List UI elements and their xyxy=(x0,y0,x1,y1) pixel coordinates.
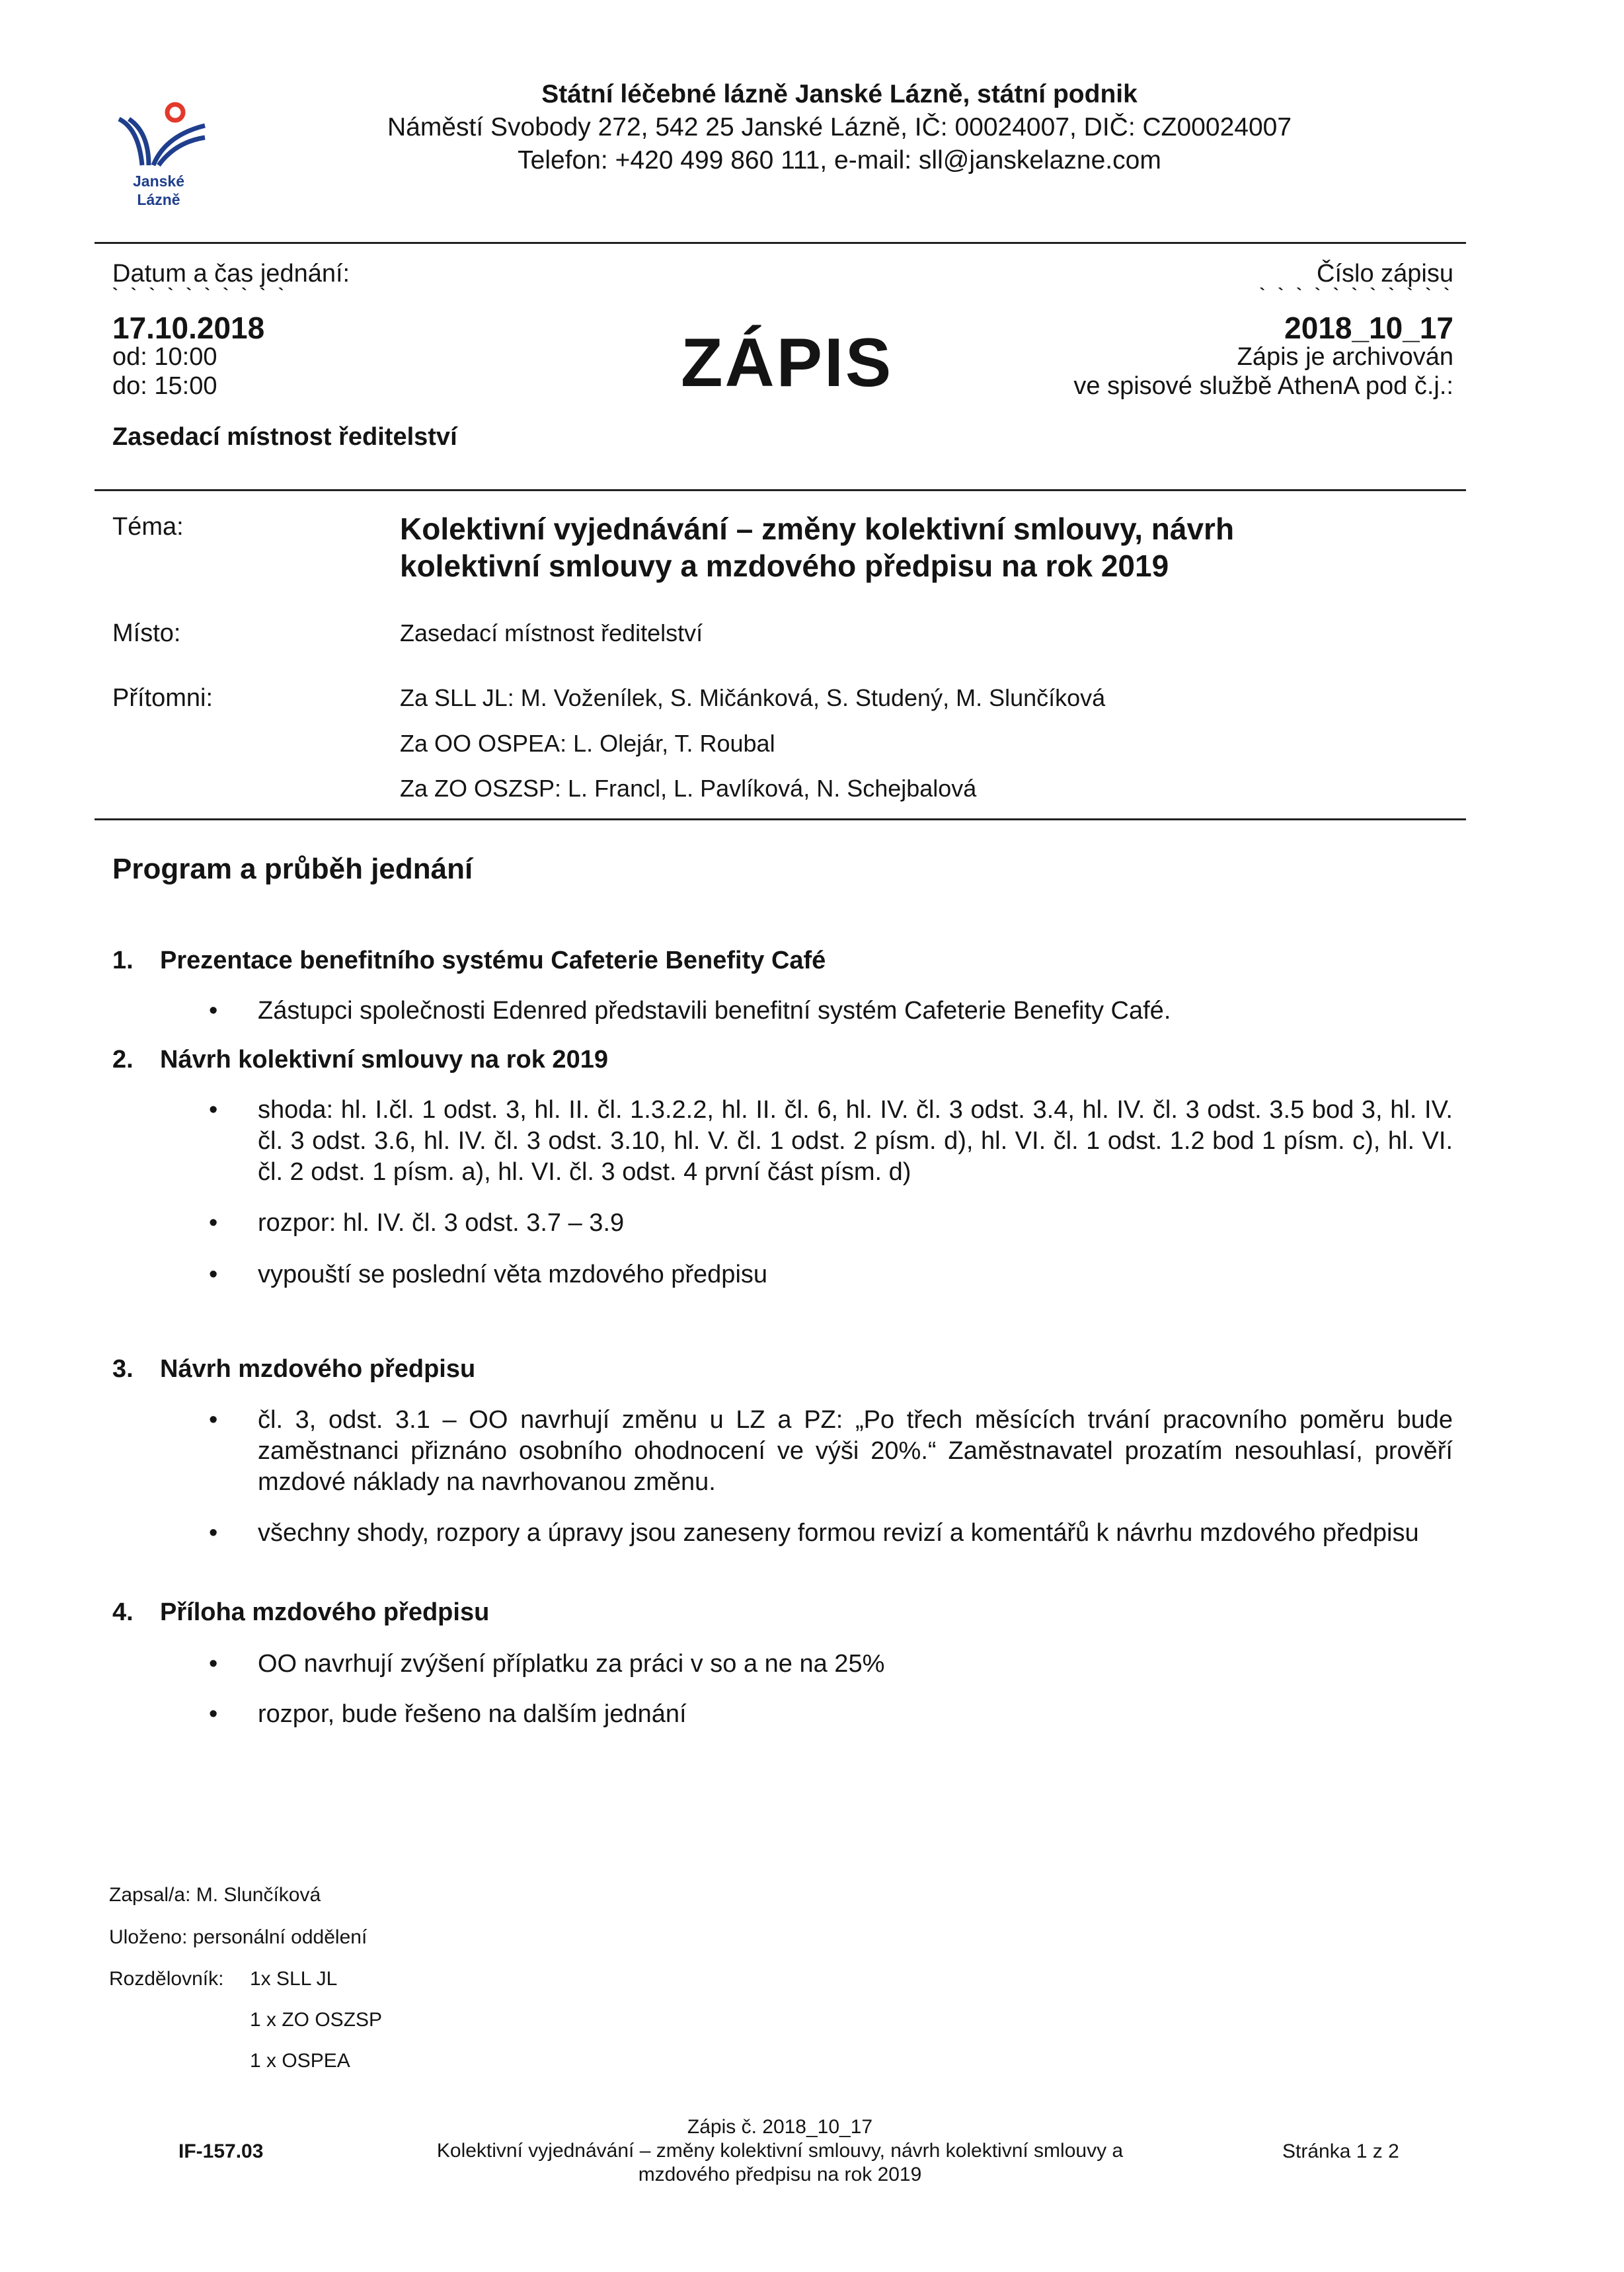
footer-document-info xyxy=(370,2115,1190,2187)
attendees-label: Přítomni: xyxy=(112,684,213,712)
logo-mark-icon xyxy=(112,99,212,172)
item-number: 2. xyxy=(112,1046,134,1074)
attendees-sll: Za SLL JL: M. Voženílek, S. Mičánková, S. Studený, M. Slunčíková xyxy=(400,684,1106,711)
attendees-oszsp: Za ZO OSZSP: L. Francl, L. Pavlíková, N. Schejbalová xyxy=(400,775,977,802)
meeting-date: 17.10.2018 xyxy=(112,311,265,345)
topic-line: kolektivní smlouvy a mzdového předpisu na rok 2019 xyxy=(400,549,1169,583)
bullet-icon: • xyxy=(209,1700,218,1728)
archive-note-1: Zápis je archivován xyxy=(1237,343,1453,371)
document-title: ZÁPIS xyxy=(681,325,894,401)
organization-name: Státní léčebné lázně Janské Lázně, státní podnik xyxy=(541,80,1138,108)
topic-line: Kolektivní vyjednávání – změny kolektivní smlouvy, návrh xyxy=(400,512,1235,546)
item-title: Příloha mzdového předpisu xyxy=(160,1598,490,1626)
page-number: Stránka 1 z 2 xyxy=(1282,2140,1399,2162)
place-label: Místo: xyxy=(112,619,181,647)
item-title: Návrh kolektivní smlouvy na rok 2019 xyxy=(160,1046,608,1074)
record-number: 2018_10_17 xyxy=(1284,311,1453,345)
recorded-by: Zapsal/a: M. Slunčíková xyxy=(109,1884,321,1906)
record-number-label: Číslo zápisu xyxy=(1317,260,1453,288)
program-item-heading xyxy=(112,947,826,975)
program-item-heading xyxy=(112,1046,608,1074)
bullet-icon: • xyxy=(209,1406,218,1434)
footer-doc-number: Zápis č. 2018_10_17 xyxy=(687,2116,873,2138)
organization-contact: Telefon: +420 499 860 111, e-mail: sll@janskelazne.com xyxy=(518,146,1161,175)
logo-text: Janské Lázně xyxy=(132,173,184,208)
program-title: Program a průběh jednání xyxy=(112,853,473,885)
meeting-end: do: 15:00 xyxy=(112,372,217,400)
topic xyxy=(400,510,1391,584)
bullet-icon: • xyxy=(209,1209,218,1237)
attendees-ospea: Za OO OSPEA: L. Olejár, T. Roubal xyxy=(400,730,775,757)
meeting-start: od: 10:00 xyxy=(112,343,217,371)
form-code: IF-157.03 xyxy=(178,2140,264,2162)
dotted-separator: ` ` ` ` ` ` ` ` ` ` ` xyxy=(1259,284,1453,304)
dotted-separator: ` ` ` ` ` ` ` ` ` ` xyxy=(112,284,288,304)
footer-doc-title: mzdového předpisu na rok 2019 xyxy=(638,2164,922,2185)
meeting-room: Zasedací místnost ředitelství xyxy=(112,423,457,451)
item-number: 1. xyxy=(112,947,134,974)
item-title: Prezentace benefitního systému Cafeterie Benefity Café xyxy=(160,947,826,974)
list-item: • OO navrhují zvýšení příplatku za práci v so a ne na 25% xyxy=(210,1649,1453,1680)
company-logo xyxy=(112,99,212,218)
distribution-item: 1 x OSPEA xyxy=(250,2050,350,2072)
distribution-item: 1 x ZO OSZSP xyxy=(250,2009,383,2031)
program-item-heading xyxy=(112,1355,475,1384)
header-divider xyxy=(95,242,1466,244)
bullet-icon: • xyxy=(209,1096,218,1124)
bullet-icon: • xyxy=(209,1519,218,1547)
bullet-icon: • xyxy=(209,1650,218,1678)
list-item: • rozpor, bude řešeno na dalším jednání xyxy=(210,1699,1453,1730)
record-number-block xyxy=(1073,259,1453,401)
list-item: • rozpor: hl. IV. čl. 3 odst. 3.7 – 3.9 xyxy=(210,1208,1453,1239)
item-number: 3. xyxy=(112,1355,134,1383)
organization-address: Náměstí Svobody 272, 542 25 Janské Lázně, IČ: 00024007, DIČ: CZ00024007 xyxy=(387,113,1292,141)
item-number: 4. xyxy=(112,1598,134,1626)
topic-label: Téma: xyxy=(112,513,184,541)
list-item: • všechny shody, rozpory a úpravy jsou zaneseny formou revizí a komentářů k návrhu mzdového předpisu xyxy=(210,1518,1453,1549)
list-item: • Zástupci společnosti Edenred představili benefitní systém Cafeterie Benefity Café. xyxy=(210,996,1453,1027)
details-divider xyxy=(95,818,1466,820)
item-title: Návrh mzdového předpisu xyxy=(160,1355,476,1383)
list-item: • shoda: hl. I.čl. 1 odst. 3, hl. II. čl. 1.3.2.2, hl. II. čl. 6, hl. IV. čl. 3 odst. 3.4, hl. IV. čl. 3 odst. 3.5 bod 3, hl. IV. čl. 3 odst. 3.6, hl. IV. čl. 3 odst. 3.10, hl. V. čl. 1 odst. 2 písm. d), hl. VI. čl. 1 odst. 1.2 bod 1 písm. c), hl. VI. čl. 2 odst. 1 písm. a), hl. VI. čl. 3 odst. 4 první část písm. d) xyxy=(209,1096,1453,1186)
organization-header xyxy=(251,78,1428,177)
bullet-icon: • xyxy=(209,1261,218,1288)
meeting-datetime xyxy=(112,259,350,401)
archive-note-2: ve spisové službě AthenA pod č.j.: xyxy=(1073,372,1453,400)
meta-divider xyxy=(95,489,1466,491)
footer-doc-title: Kolektivní vyjednávání – změny kolektivní smlouvy, návrh kolektivní smlouvy a xyxy=(436,2140,1124,2162)
distribution-item: 1x SLL JL xyxy=(250,1968,338,1990)
stored-at: Uloženo: personální oddělení xyxy=(109,1926,367,1948)
date-label: Datum a čas jednání: xyxy=(112,260,350,288)
list-item: • vypouští se poslední věta mzdového předpisu xyxy=(210,1259,1453,1290)
list-item: • čl. 3, odst. 3.1 – OO navrhují změnu u LZ a PZ: „Po třech měsících trvání pracovního poměru bude zaměstnanci přiznáno osobního ohodnocení ve výši 20%.“ Zaměstnavatel prozatím nesouhlasí, prověří mzdové náklady na navrhovanou změnu. xyxy=(209,1406,1453,1496)
bullet-icon: • xyxy=(209,997,218,1025)
program-item-heading xyxy=(112,1598,489,1627)
distribution-label: Rozdělovník: xyxy=(109,1968,224,1990)
place-value: Zasedací místnost ředitelství xyxy=(400,619,703,646)
